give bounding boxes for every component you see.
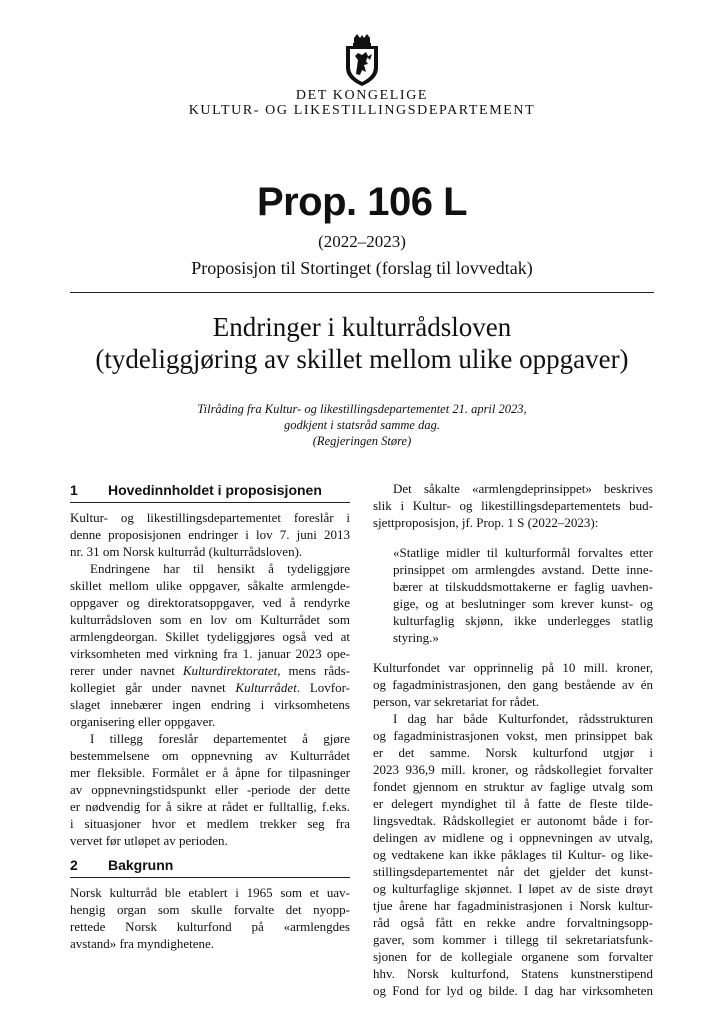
section-1-line: vervet før utløpet av perioden. [70, 833, 228, 848]
section-1-line: skillet mellom ulike oppgaver, såkalte armlengde- [70, 578, 350, 593]
proposition-subtitle: Proposisjon til Stortinget (forslag til lovvedtak) [191, 258, 533, 278]
section-2-line: hengig organ som skulle forvalte det nyopp- [70, 902, 350, 917]
section-1-line: organisering eller oppgaver. [70, 714, 216, 729]
section-1-line: slaget innebærer ingen endring i virksomhetens [70, 697, 350, 712]
right-intro-line: sjettproposisjon, jf. Prop. 1 S (2022–2023): [373, 515, 599, 530]
section-2-line: rettede Norsk kulturfond på «armlengdes [70, 919, 350, 934]
text-run: . Lovfor- [296, 680, 350, 695]
section-1-line: Endringene har til hensikt å tydeliggjøre [90, 561, 350, 576]
section-1-line: denne proposisjonen endringer i lov 7. juni 2013 [70, 527, 350, 542]
right-para-line: er delegert myndighet til å fatte de fleste tilde- [373, 796, 653, 811]
section-1-rule [70, 502, 350, 503]
recommendation-line-2: godkjent i statsråd samme dag. [284, 418, 440, 432]
italic-term: Kulturrådet [235, 680, 297, 695]
section-2-number: 2 [70, 857, 78, 873]
section-1-line: i situasjoner hvor et medlem trekker seg fra [70, 816, 350, 831]
department-name-line-2: KULTUR- OG LIKESTILLINGSDEPARTEMENT [188, 103, 536, 118]
section-1-line: kulturrådsloven som en lov om Kulturrådet som [70, 612, 350, 627]
right-para-line: tjue årene har fagadministrasjonen i Norsk kultur- [373, 898, 653, 913]
section-2-line: avstand» fra myndighetene. [70, 936, 215, 951]
text-run: kollegiet går under navnet [70, 680, 236, 695]
section-1-line-with-italic [70, 679, 350, 696]
section-1-line: I tillegg foreslår departementet å gjøre [90, 731, 350, 746]
quote-line: prinsippet om armlengdes avstand. Dette inne- [393, 562, 653, 577]
main-title-line-2: (tydeliggjøring av skillet mellom ulike oppgaver) [95, 344, 629, 374]
right-para-line: og fagadministrasjonen vokst, men prinsippet bak [373, 728, 653, 743]
right-para-line: I dag har både Kulturfondet, rådsstrukturen [393, 711, 653, 726]
section-1-line: bestemmelsene om oppnevning av Kulturrådet [70, 748, 350, 763]
section-1-title: Hovedinnholdet i proposisjonen [108, 482, 322, 498]
section-1-line: armlengdeorgan. Skillet tydeliggjøres også ved at [70, 629, 350, 644]
section-1-line-with-italic [70, 662, 350, 679]
section-1-line: mer fleksible. Formålet er å åpne for tilpasninger [70, 765, 350, 780]
quote-line: bærer at tilskuddsmottakerne er faglig uavhen- [393, 579, 653, 594]
right-para-line: sjonen for de kollegiale organene som forvalter [373, 949, 653, 964]
title-divider [70, 292, 654, 293]
section-2-rule [70, 877, 350, 878]
right-para-line: delingen av midlene og i oppnevningen av utvalg, [373, 830, 653, 845]
italic-term: Kulturdirektoratet [182, 663, 278, 678]
section-1-line: er nødvendig for å sikre at rådet er fulltallig, f.eks. [70, 799, 350, 814]
royal-coat-of-arms-icon [340, 34, 384, 86]
department-name-line-1: DET KONGELIGE [295, 88, 429, 103]
section-1-line: oppgaver og direktoratsoppgaver, ved å rendyrke [70, 595, 350, 610]
recommendation-line-3: (Regjeringen Støre) [312, 434, 412, 448]
right-para-line: gaver, som kommer i tillegg til sekretariatsfunk- [373, 932, 653, 947]
quote-line: kulturfaglig skjønn, ikke underlegges statlig [393, 613, 653, 628]
section-1-line: nr. 31 om Norsk kulturråd (kulturrådsloven). [70, 544, 303, 559]
main-title-line-1: Endringer i kulturrådsloven [212, 312, 512, 342]
proposition-years: (2022–2023) [318, 232, 406, 251]
recommendation-line-1: Tilråding fra Kultur- og likestillingsdepartementet 21. april 2023, [197, 402, 527, 416]
right-para-line: 2023 936,9 mill. kroner, og rådskollegiet forvalter [373, 762, 653, 777]
section-1-line: Kultur- og likestillingsdepartementet foreslår i [70, 510, 350, 525]
right-para-line: og fagadministrasjonen, den gang bestående av én [373, 677, 653, 692]
proposition-title: Prop. 106 L [256, 180, 468, 224]
right-para-line: person, var sekretariat for rådet. [373, 694, 540, 709]
section-1-number: 1 [70, 482, 78, 498]
right-para-line: hhv. Norsk kulturfond, Statens kunstnerstipend [373, 966, 653, 981]
right-para-line: fondet gjennom en struktur av faglige utvalg som [373, 779, 653, 794]
right-intro-line: Det såkalte «armlengdeprinsippet» beskrives [393, 481, 653, 496]
quote-line: styring.» [393, 630, 439, 645]
right-intro-line: slik i Kultur- og likestillingsdepartementets bud- [373, 498, 653, 513]
text-run: rerer under navnet [70, 663, 183, 678]
quote-line: «Statlige midler til kulturformål forvaltes etter [393, 545, 653, 560]
section-2-title: Bakgrunn [108, 857, 174, 873]
quote-line: gige, og at beslutninger som krever kunst- og [393, 596, 653, 611]
text-run: , mens råds- [277, 663, 350, 678]
section-1-line: av oppnevningstidspunkt eller -periode der dette [70, 782, 350, 797]
section-2-line: Norsk kulturråd ble etablert i 1965 som et uav- [70, 885, 350, 900]
right-para-line: og Fond for lyd og bilde. I dag har virksomheten [373, 983, 653, 998]
right-para-line: lingsvedtak. Rådskollegiet er autonomt både i for- [373, 813, 653, 828]
right-para-line: Kulturfondet var opprinnelig på 10 mill. kroner, [373, 660, 653, 675]
right-para-line: er det samme. Norsk kulturfond utgjør i [373, 745, 653, 760]
right-para-line: og kulturfaglige skjønnet. I løpet av de siste drøyt [373, 881, 653, 896]
right-para-line: stillingsdepartementet når det gjelder det kunst- [373, 864, 653, 879]
right-para-line: råd også fått en rekke andre forvaltningsopp- [373, 915, 653, 930]
section-1-line: virksomheten med virkning fra 1. januar 2023 ope- [70, 646, 350, 661]
right-para-line: og vedtakene kan ikke påklages til Kultur- og like- [373, 847, 653, 862]
